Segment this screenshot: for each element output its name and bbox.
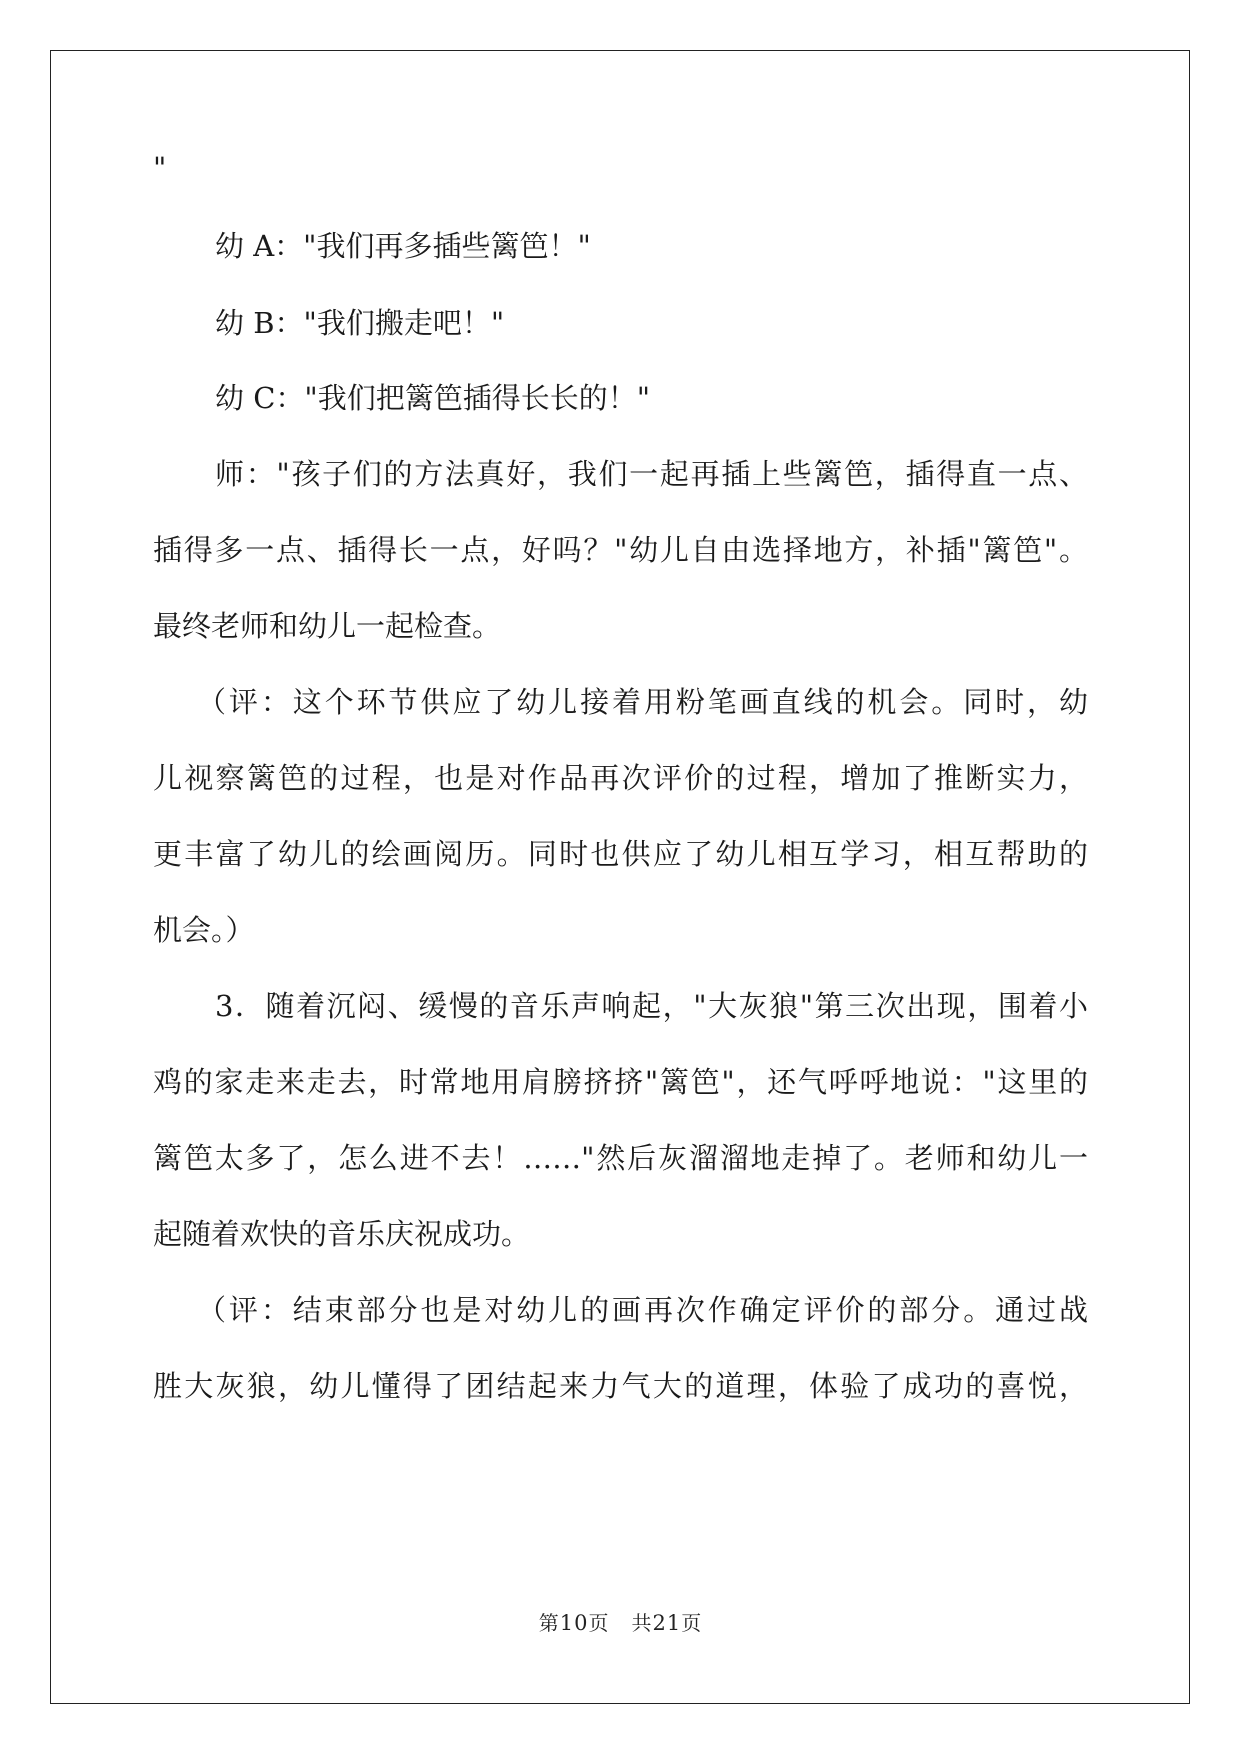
- text-line: 幼 C："我们把篱笆插得长长的！": [215, 381, 651, 415]
- text-line: 机会。）: [153, 913, 255, 947]
- text-line: 师："孩子们的方法真好，我们一起再插上些篱笆，插得直一点、: [215, 457, 1088, 491]
- text-line: 最终老师和幼儿一起检查。: [153, 609, 502, 643]
- text-line: 篱笆太多了，怎么进不去！……"然后灰溜溜地走掉了。老师和幼儿一: [153, 1141, 1088, 1175]
- text-line: 胜大灰狼，幼儿懂得了团结起来力气大的道理，体验了成功的喜悦，: [153, 1369, 1088, 1403]
- page-footer: [0, 1607, 1241, 1636]
- text-line: 鸡的家走来走去，时常地用肩膀挤挤"篱笆"，还气呼呼地说："这里的: [153, 1065, 1088, 1099]
- text-line: 更丰富了幼儿的绘画阅历。同时也供应了幼儿相互学习，相互帮助的: [153, 837, 1088, 871]
- page-border: [50, 50, 1190, 1704]
- text-line: 幼 B："我们搬走吧！": [215, 306, 505, 340]
- text-line: （评：这个环节供应了幼儿接着用粉笔画直线的机会。同时，幼: [197, 685, 1088, 719]
- text-line: 儿视察篱笆的过程，也是对作品再次评价的过程，增加了推断实力，: [153, 761, 1088, 795]
- footer-prefix: 第: [538, 1611, 560, 1635]
- text-line: ": [153, 151, 167, 185]
- text-line: （评：结束部分也是对幼儿的画再次作确定评价的部分。通过战: [197, 1293, 1088, 1327]
- footer-middle: 页 共: [588, 1611, 653, 1635]
- text-line: 3．随着沉闷、缓慢的音乐声响起，"大灰狼"第三次出现，围着小: [215, 989, 1088, 1023]
- footer-suffix: 页: [681, 1611, 703, 1635]
- current-page-number: 10: [559, 1611, 589, 1635]
- text-line: 幼 A："我们再多插些篱笆！": [215, 229, 591, 263]
- text-line: 起随着欢快的音乐庆祝成功。: [153, 1217, 531, 1251]
- total-page-number: 21: [652, 1611, 682, 1635]
- text-line: 插得多一点、插得长一点，好吗？"幼儿自由选择地方，补插"篱笆"。: [153, 533, 1088, 567]
